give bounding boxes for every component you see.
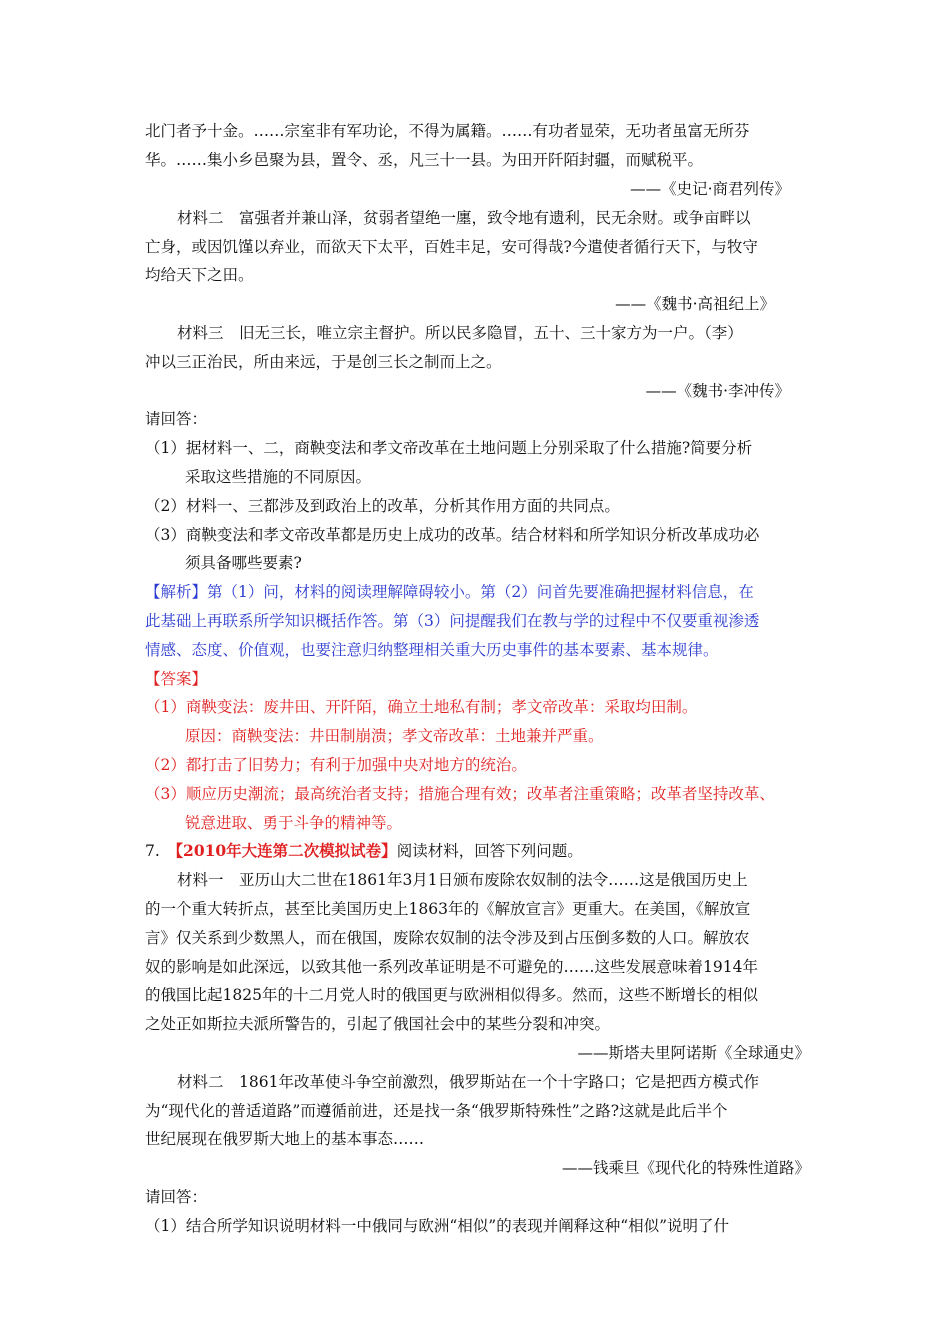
q6-material3-line: 材料三 旧无三长，唯立宗主督护。所以民多隐冒，五十、三十家方为一户。（李） xyxy=(177,324,743,342)
q6-material1-line: 华。……集小乡邑聚为县，置令、丞，凡三十一县。为田开阡陌封疆，而赋税平。 xyxy=(145,151,704,169)
q6-question-3-cont: 须具备哪些要素? xyxy=(185,554,302,572)
q7-material1-line: 奴的影响是如此深远，以致其他一系列改革证明是不可避免的……这些发展意味着1914年 xyxy=(145,958,758,976)
q7-material2-source: ——钱乘旦《现代化的特殊性道路》 xyxy=(561,1159,810,1177)
q6-material2-line: 材料二 富强者并兼山泽，贫弱者望绝一廛，致令地有遗利，民无余财。或争亩畔以 xyxy=(177,209,751,227)
q6-analysis-line: 【解析】第（1）问，材料的阅读理解障碍较小。第（2）问首先要准确把握材料信息，在 xyxy=(145,583,754,601)
q7-material1-line: 的一个重大转折点，甚至比美国历史上1863年的《解放宣言》更重大。在美国，《解放宣 xyxy=(145,900,751,918)
q6-prompt: 请回答： xyxy=(145,410,208,428)
q7-prompt: 请回答： xyxy=(145,1188,208,1206)
q6-answer-line: 锐意进取、勇于斗争的精神等。 xyxy=(185,814,403,832)
q6-material1-source: ——《史记·商君列传》 xyxy=(630,180,790,198)
q7-header xyxy=(145,841,583,861)
q6-answer-line: （3）顺应历史潮流；最高统治者支持；措施合理有效；改革者注重策略；改革者坚持改革、 xyxy=(145,785,775,803)
q6-analysis-line: 此基础上再联系所学知识概括作答。第（3）问提醒我们在教与学的过程中不仅要重视渗透 xyxy=(145,612,760,630)
q7-intro: 阅读材料，回答下列问题。 xyxy=(396,842,583,860)
q7-material2-line: 材料二 1861年改革使斗争空前激烈，俄罗斯站在一个十字路口；它是把西方模式作 xyxy=(177,1073,759,1091)
q6-material2-line: 均给天下之田。 xyxy=(145,266,254,284)
q6-answer-label: 【答案】 xyxy=(145,670,208,688)
q6-analysis-line: 情感、态度、价值观，也要注意归纳整理相关重大历史事件的基本要素、基本规律。 xyxy=(145,641,719,659)
q6-answer-line: （2）都打击了旧势力；有利于加强中央对地方的统治。 xyxy=(145,756,527,774)
q7-material1-line: 言》仅关系到少数黑人，而在俄国，废除农奴制的法令涉及到占压倒多数的人口。解放农 xyxy=(145,929,750,947)
q6-material1-line: 北门者予十金。……宗室非有军功论，不得为属籍。……有功者显荣，无功者虽富无所芬 xyxy=(145,122,750,140)
q6-question-1-cont: 采取这些措施的不同原因。 xyxy=(185,468,372,486)
q7-material2-line: 为“现代化的普适道路”而遵循前进，还是找一条“俄罗斯特殊性”之路?这就是此后半个 xyxy=(145,1102,728,1120)
q6-material3-line: 冲以三正治民，所由来远，于是创三长之制而上之。 xyxy=(145,353,502,371)
q7-material1-line: 材料一 亚历山大二世在1861年3月1日颁布废除农奴制的法令……这是俄国历史上 xyxy=(177,871,748,889)
q7-material2-line: 世纪展现在俄罗斯大地上的基本事态…… xyxy=(145,1130,425,1148)
q6-material2-line: 亡身，或因饥馑以弃业，而欲天下太平，百姓丰足，安可得哉?今遣使者循行天下，与牧守 xyxy=(145,238,758,256)
q6-question-2: （2）材料一、三都涉及到政治上的改革，分析其作用方面的共同点。 xyxy=(145,497,620,515)
q6-question-1: （1）据材料一、二，商鞅变法和孝文帝改革在土地问题上分别采取了什么措施?简要分析 xyxy=(145,439,753,457)
q6-material3-source: ——《魏书·李冲传》 xyxy=(645,382,790,400)
q7-number: 7. xyxy=(145,842,176,860)
q6-answer-line: 原因：商鞅变法：井田制崩溃；孝文帝改革：土地兼并严重。 xyxy=(185,727,604,745)
q7-exam-tag: 【2010年大连第二次模拟试卷】 xyxy=(175,841,397,860)
q7-material1-line: 的俄国比起1825年的十二月党人时的俄国更与欧洲相似得多。然而，这些不断增长的相似 xyxy=(145,986,758,1004)
q7-question-1: （1）结合所学知识说明材料一中俄同与欧洲“相似”的表现并阐释这种“相似”说明了什 xyxy=(145,1217,730,1235)
q6-question-3: （3）商鞅变法和孝文帝改革都是历史上成功的改革。结合材料和所学知识分析改革成功必 xyxy=(145,526,760,544)
q7-material1-line: 之处正如斯拉夫派所警告的，引起了俄国社会中的某些分裂和冲突。 xyxy=(145,1015,611,1033)
q6-material2-source: ——《魏书·高祖纪上》 xyxy=(615,295,775,313)
q6-answer-line: （1）商鞅变法：废井田、开阡陌，确立土地私有制；孝文帝改革：采取均田制。 xyxy=(145,698,698,716)
q7-material1-source: ——斯塔夫里阿诺斯《全球通史》 xyxy=(577,1044,810,1062)
